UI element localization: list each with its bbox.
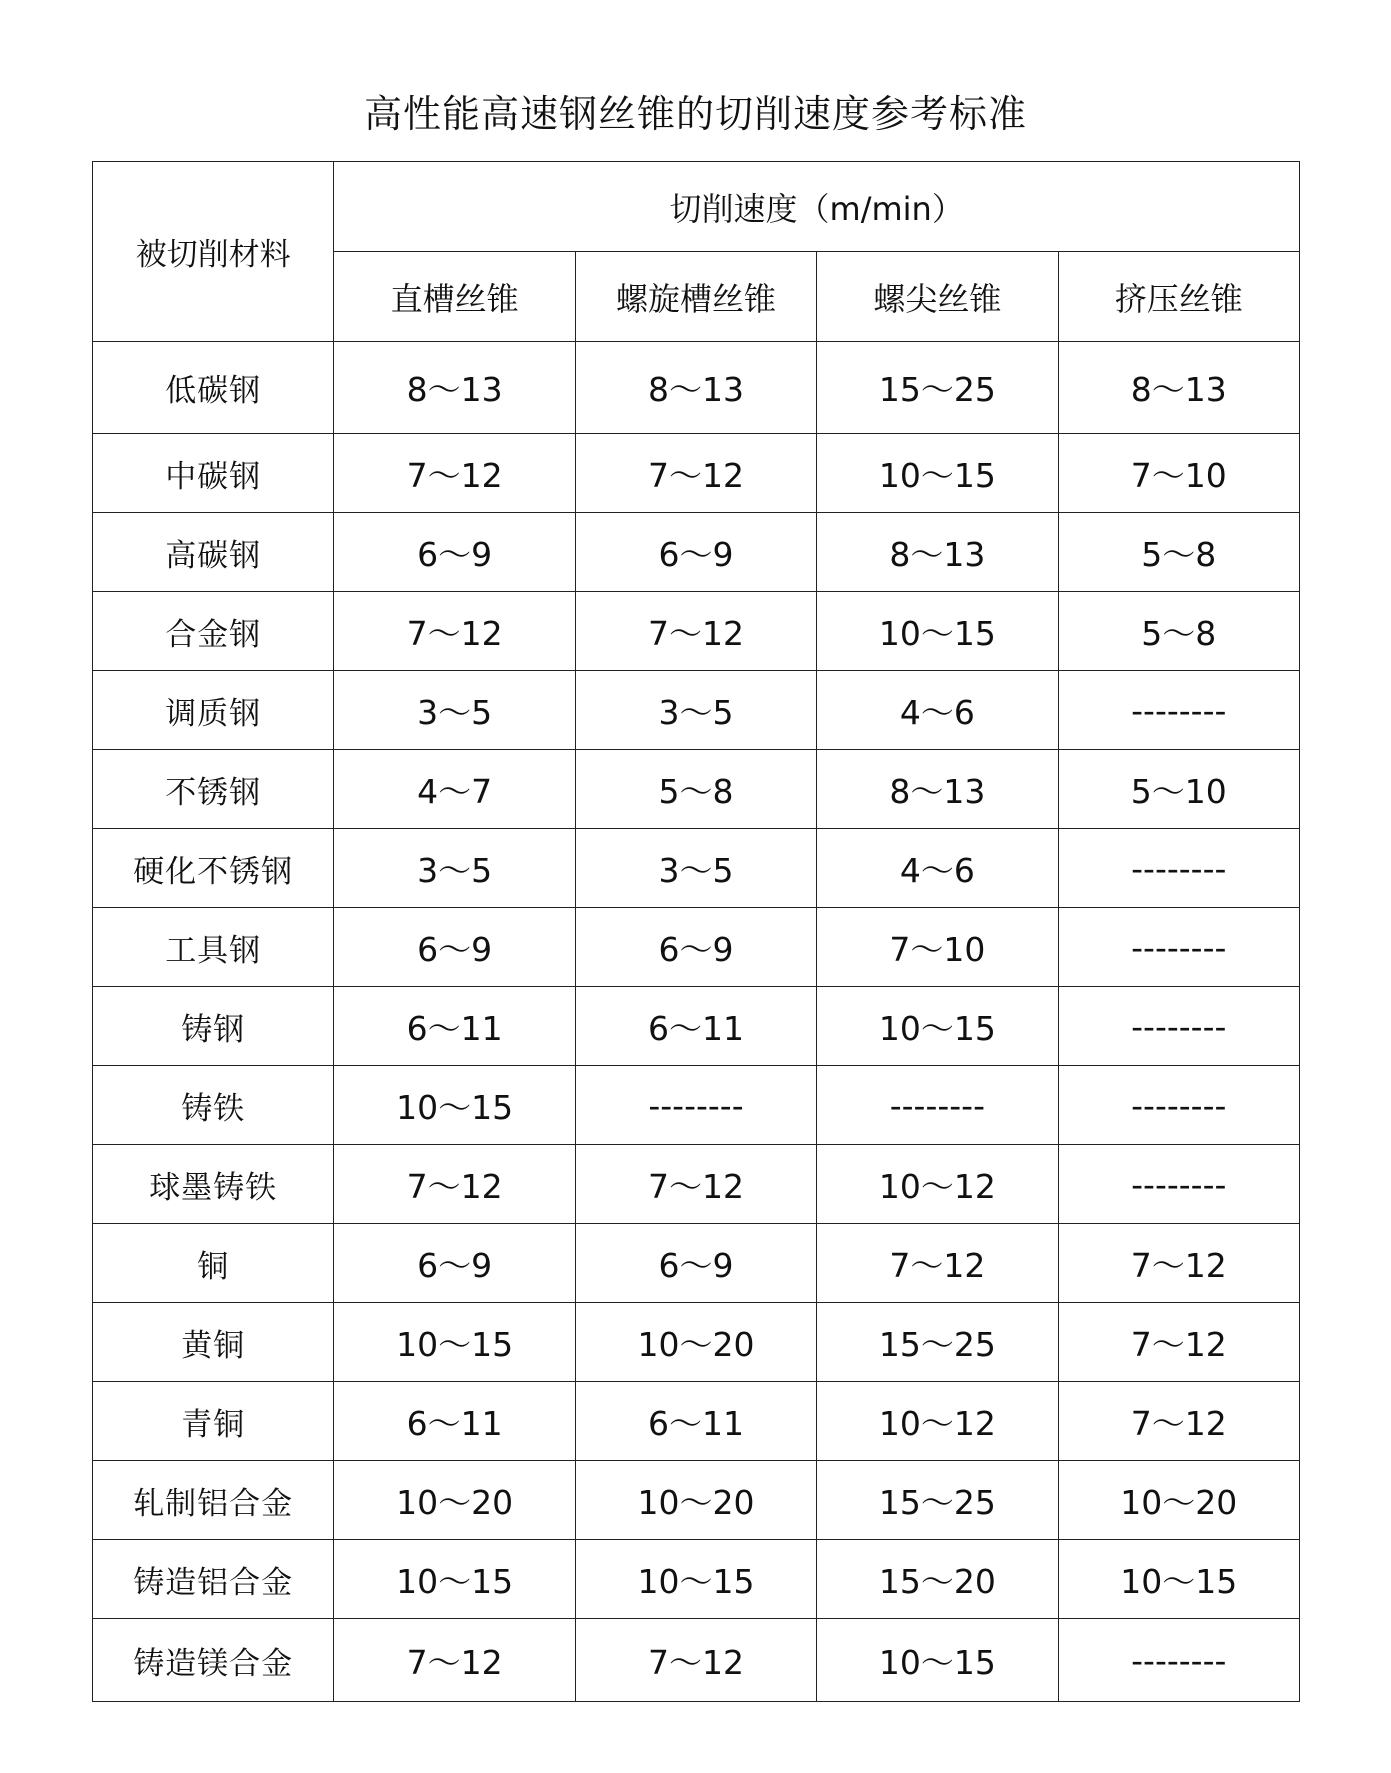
speed-value-cell: 10～20	[575, 1461, 816, 1540]
speed-value-cell: 4～6	[817, 829, 1058, 908]
speed-value-cell: 7～12	[575, 1619, 816, 1702]
speed-value-cell: 7～12	[334, 434, 575, 513]
material-cell: 铸造铝合金	[93, 1540, 334, 1619]
speed-value-cell: 10～12	[817, 1145, 1058, 1224]
material-cell: 黄铜	[93, 1303, 334, 1382]
table-row	[93, 1145, 1300, 1224]
speed-value-cell: --------	[1058, 908, 1299, 987]
material-cell: 合金钢	[93, 592, 334, 671]
speed-value-cell: 6～11	[575, 1382, 816, 1461]
speed-value-cell: 10～15	[334, 1066, 575, 1145]
speed-value-cell: 6～9	[334, 513, 575, 592]
speed-value-cell: 8～13	[817, 750, 1058, 829]
table-row	[93, 750, 1300, 829]
speed-value-cell: 10～20	[1058, 1461, 1299, 1540]
material-cell: 不锈钢	[93, 750, 334, 829]
speed-value-cell: 6～11	[334, 987, 575, 1066]
speed-value-cell: 10～15	[817, 987, 1058, 1066]
speed-value-cell: --------	[1058, 671, 1299, 750]
speed-value-cell: 5～8	[575, 750, 816, 829]
material-cell: 硬化不锈钢	[93, 829, 334, 908]
table-row	[93, 1224, 1300, 1303]
speed-value-cell: --------	[1058, 829, 1299, 908]
speed-value-cell: 6～11	[334, 1382, 575, 1461]
table-row	[93, 434, 1300, 513]
speed-value-cell: 6～9	[575, 1224, 816, 1303]
material-cell: 铸造镁合金	[93, 1619, 334, 1702]
table-row	[93, 1540, 1300, 1619]
material-header: 被切削材料	[93, 162, 334, 342]
material-cell: 铸铁	[93, 1066, 334, 1145]
column-header-spiral-flute: 螺旋槽丝锥	[575, 252, 816, 342]
speed-value-cell: 7～10	[1058, 434, 1299, 513]
material-cell: 低碳钢	[93, 342, 334, 434]
speed-value-cell: --------	[817, 1066, 1058, 1145]
table-row	[93, 1066, 1300, 1145]
speed-value-cell: --------	[1058, 1619, 1299, 1702]
material-cell: 中碳钢	[93, 434, 334, 513]
speed-value-cell: 15～20	[817, 1540, 1058, 1619]
speed-value-cell: 3～5	[575, 671, 816, 750]
column-header-straight-flute: 直槽丝锥	[334, 252, 575, 342]
speed-value-cell: 6～9	[334, 1224, 575, 1303]
speed-value-cell: 10～15	[817, 592, 1058, 671]
speed-value-cell: 7～10	[817, 908, 1058, 987]
speed-value-cell: 3～5	[334, 829, 575, 908]
speed-value-cell: 7～12	[1058, 1382, 1299, 1461]
speed-value-cell: --------	[575, 1066, 816, 1145]
table-row	[93, 987, 1300, 1066]
table-body	[93, 342, 1300, 1702]
speed-value-cell: 6～9	[334, 908, 575, 987]
speed-value-cell: 7～12	[334, 1145, 575, 1224]
cutting-speed-table	[92, 161, 1300, 1702]
table-row	[93, 342, 1300, 434]
speed-value-cell: 10～20	[575, 1303, 816, 1382]
column-header-spiral-point: 螺尖丝锥	[817, 252, 1058, 342]
speed-value-cell: 5～8	[1058, 592, 1299, 671]
speed-value-cell: 8～13	[817, 513, 1058, 592]
speed-value-cell: 7～12	[334, 592, 575, 671]
table-row	[93, 671, 1300, 750]
speed-value-cell: 10～15	[334, 1303, 575, 1382]
speed-value-cell: 6～9	[575, 908, 816, 987]
speed-value-cell: --------	[1058, 987, 1299, 1066]
speed-value-cell: 4～6	[817, 671, 1058, 750]
speed-value-cell: 7～12	[575, 434, 816, 513]
table-row	[93, 1303, 1300, 1382]
speed-value-cell: 3～5	[575, 829, 816, 908]
material-cell: 铜	[93, 1224, 334, 1303]
speed-value-cell: 6～9	[575, 513, 816, 592]
material-cell: 轧制铝合金	[93, 1461, 334, 1540]
speed-value-cell: 6～11	[575, 987, 816, 1066]
speed-value-cell: --------	[1058, 1066, 1299, 1145]
table-row	[93, 592, 1300, 671]
speed-value-cell: 5～8	[1058, 513, 1299, 592]
table-row	[93, 829, 1300, 908]
table-row	[93, 908, 1300, 987]
speed-value-cell: 10～20	[334, 1461, 575, 1540]
material-cell: 高碳钢	[93, 513, 334, 592]
speed-value-cell: 10～15	[817, 1619, 1058, 1702]
speed-value-cell: 10～12	[817, 1382, 1058, 1461]
speed-value-cell: --------	[1058, 1145, 1299, 1224]
table-row	[93, 1619, 1300, 1702]
speed-value-cell: 10～15	[1058, 1540, 1299, 1619]
speed-value-cell: 4～7	[334, 750, 575, 829]
speed-value-cell: 8～13	[334, 342, 575, 434]
material-cell: 调质钢	[93, 671, 334, 750]
speed-value-cell: 7～12	[1058, 1303, 1299, 1382]
speed-value-cell: 7～12	[575, 592, 816, 671]
speed-value-cell: 15～25	[817, 342, 1058, 434]
material-cell: 铸钢	[93, 987, 334, 1066]
material-cell: 青铜	[93, 1382, 334, 1461]
speed-value-cell: 3～5	[334, 671, 575, 750]
speed-value-cell: 15～25	[817, 1303, 1058, 1382]
material-cell: 工具钢	[93, 908, 334, 987]
speed-value-cell: 7～12	[817, 1224, 1058, 1303]
speed-value-cell: 10～15	[334, 1540, 575, 1619]
speed-value-cell: 8～13	[575, 342, 816, 434]
speed-value-cell: 10～15	[575, 1540, 816, 1619]
table-row	[93, 513, 1300, 592]
table-row	[93, 1382, 1300, 1461]
material-cell: 球墨铸铁	[93, 1145, 334, 1224]
speed-value-cell: 7～12	[334, 1619, 575, 1702]
table-row	[93, 1461, 1300, 1540]
speed-value-cell: 8～13	[1058, 342, 1299, 434]
speed-value-cell: 7～12	[1058, 1224, 1299, 1303]
speed-value-cell: 10～15	[817, 434, 1058, 513]
page-title: 高性能高速钢丝锥的切削速度参考标准	[363, 92, 1027, 136]
column-header-forming-tap: 挤压丝锥	[1058, 252, 1299, 342]
speed-value-cell: 7～12	[575, 1145, 816, 1224]
cutting-speed-header: 切削速度（m/min）	[334, 162, 1300, 252]
speed-value-cell: 15～25	[817, 1461, 1058, 1540]
speed-value-cell: 5～10	[1058, 750, 1299, 829]
